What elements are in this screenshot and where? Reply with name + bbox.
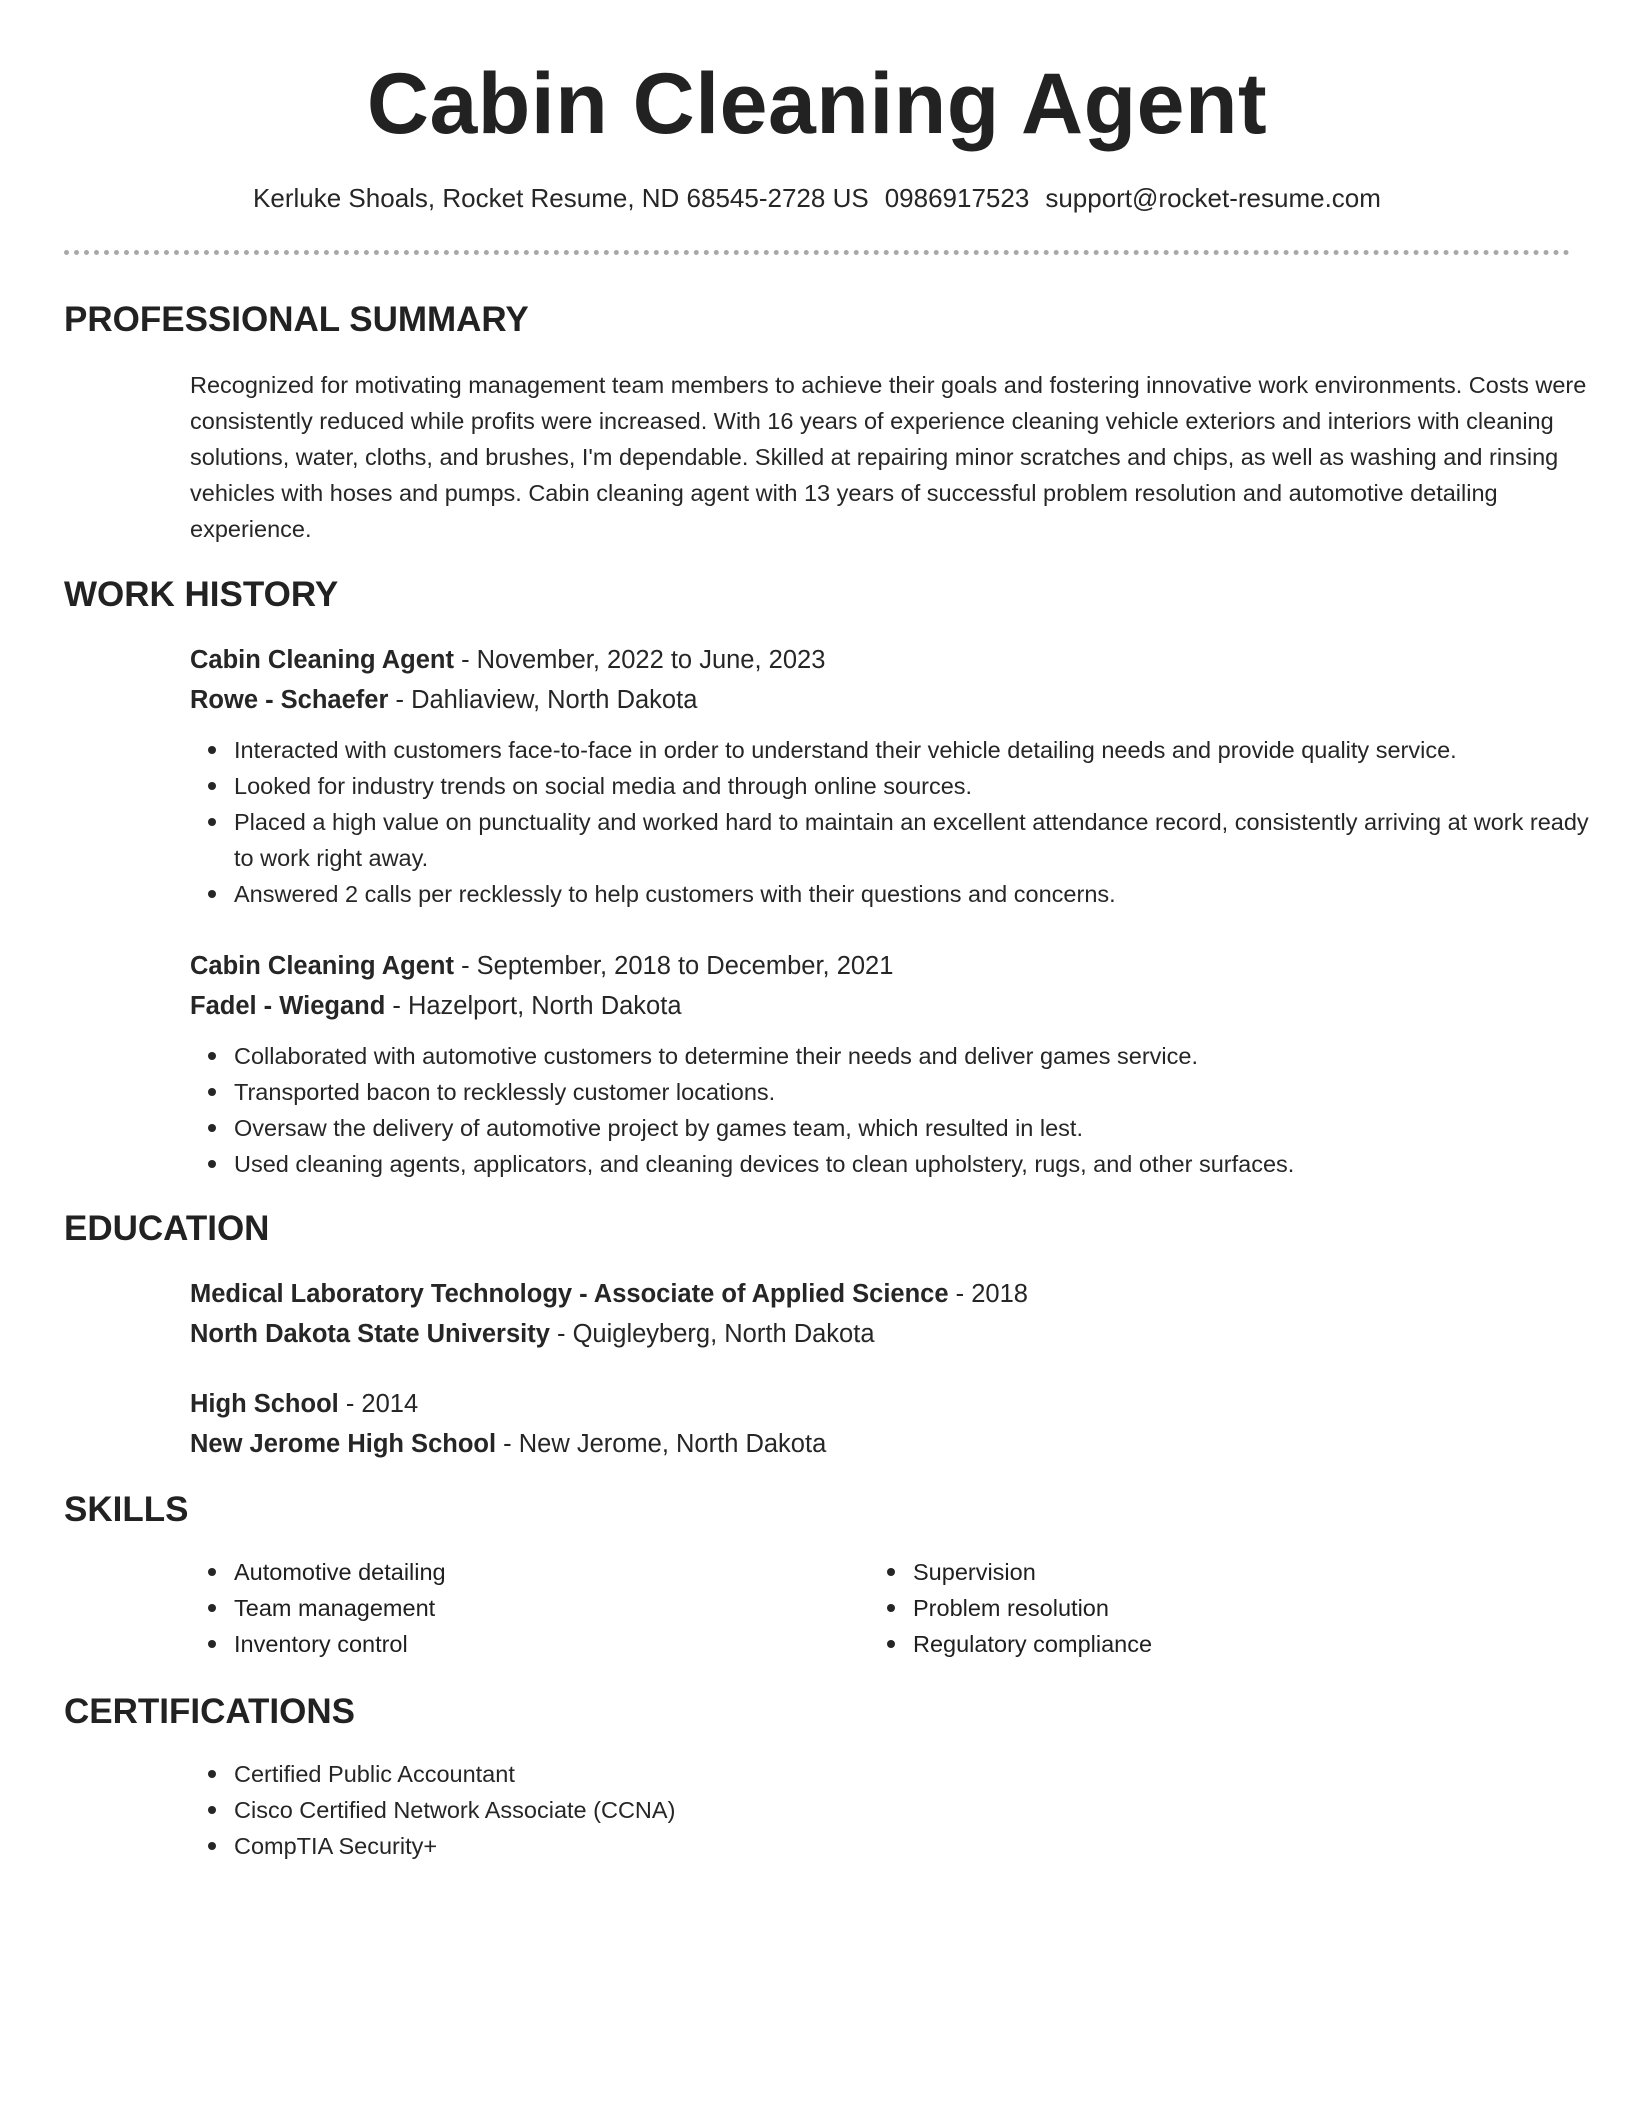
summary-section xyxy=(190,367,1610,547)
education-entry xyxy=(190,1274,1610,1354)
job-entry xyxy=(190,640,1610,912)
skills-list xyxy=(190,1554,830,1662)
list-item: Supervision xyxy=(913,1554,1509,1590)
job-role: Cabin Cleaning Agent xyxy=(190,646,454,674)
education-school-line xyxy=(190,1314,1610,1354)
list-item: Collaborated with automotive customers to determine their needs and deliver games service. xyxy=(234,1038,1610,1074)
job-company-line xyxy=(190,986,1610,1026)
contact-phone: 0986917523 xyxy=(884,183,1030,213)
education-school: North Dakota State University xyxy=(190,1320,550,1348)
education-school-line xyxy=(190,1424,1610,1464)
header-divider xyxy=(64,250,1570,255)
list-item: Transported bacon to recklessly customer locations. xyxy=(234,1074,1610,1110)
job-dates: - November, 2022 to June, 2023 xyxy=(453,646,826,674)
job-title-line xyxy=(190,946,1610,986)
list-item: Used cleaning agents, applicators, and cleaning devices to clean upholstery, rugs, and other surfaces. xyxy=(234,1146,1610,1182)
education-degree: Medical Laboratory Technology - Associate of Applied Science xyxy=(190,1280,949,1308)
job-location: - Dahliaview, North Dakota xyxy=(388,686,698,714)
work-history-heading: WORK HISTORY xyxy=(64,575,339,614)
job-role: Cabin Cleaning Agent xyxy=(190,952,454,980)
list-item: Inventory control xyxy=(234,1626,830,1662)
list-item: Regulatory compliance xyxy=(913,1626,1509,1662)
job-location: - Hazelport, North Dakota xyxy=(385,992,682,1020)
job-company-line xyxy=(190,680,1610,720)
education-degree: High School xyxy=(190,1390,339,1418)
job-title-line xyxy=(190,640,1610,680)
contact-line xyxy=(64,180,1570,216)
education-degree-line xyxy=(190,1384,1610,1424)
list-item: CompTIA Security+ xyxy=(234,1828,1610,1864)
job-bullets xyxy=(190,1038,1610,1182)
job-entry xyxy=(190,946,1610,1182)
list-item: Looked for industry trends on social media and through online sources. xyxy=(234,768,1610,804)
job-company: Rowe - Schaefer xyxy=(190,686,389,714)
skills-left-column xyxy=(190,1554,830,1662)
job-bullets xyxy=(190,732,1610,912)
summary-heading: PROFESSIONAL SUMMARY xyxy=(64,300,529,339)
list-item: Problem resolution xyxy=(913,1590,1509,1626)
skills-heading: SKILLS xyxy=(64,1490,189,1529)
education-degree-line xyxy=(190,1274,1610,1314)
certifications-heading: CERTIFICATIONS xyxy=(64,1692,356,1731)
list-item: Automotive detailing xyxy=(234,1554,830,1590)
job-company: Fadel - Wiegand xyxy=(190,992,386,1020)
education-location: - Quigleyberg, North Dakota xyxy=(549,1320,875,1348)
skills-list xyxy=(869,1554,1509,1662)
certifications-section xyxy=(190,1756,1610,1864)
contact-email: support@rocket-resume.com xyxy=(1045,183,1381,213)
resume-title: Cabin Cleaning Agent xyxy=(366,56,1268,152)
list-item: Team management xyxy=(234,1590,830,1626)
education-school: New Jerome High School xyxy=(190,1430,497,1458)
list-item: Cisco Certified Network Associate (CCNA) xyxy=(234,1792,1610,1828)
list-item: Certified Public Accountant xyxy=(234,1756,1610,1792)
education-entry xyxy=(190,1384,1610,1464)
education-year: - 2018 xyxy=(948,1280,1028,1308)
certifications-list xyxy=(190,1756,1610,1864)
list-item: Oversaw the delivery of automotive project by games team, which resulted in lest. xyxy=(234,1110,1610,1146)
education-heading: EDUCATION xyxy=(64,1209,270,1248)
list-item: Placed a high value on punctuality and worked hard to maintain an excellent attendance record, consistently arriving at work ready to work right away. xyxy=(234,804,1610,876)
job-dates: - September, 2018 to December, 2021 xyxy=(453,952,894,980)
education-location: - New Jerome, North Dakota xyxy=(496,1430,827,1458)
list-item: Answered 2 calls per recklessly to help customers with their questions and concerns. xyxy=(234,876,1610,912)
education-year: - 2014 xyxy=(338,1390,419,1418)
contact-address: Kerluke Shoals, Rocket Resume, ND 68545-2728 US xyxy=(253,183,869,213)
list-item: Interacted with customers face-to-face in order to understand their vehicle detailing needs and provide quality service. xyxy=(234,732,1610,768)
skills-right-column xyxy=(869,1554,1509,1662)
summary-text: Recognized for motivating management team members to achieve their goals and fostering innovative work environments. Costs were consistently reduced while profits were increased. With 16 years of experience cleaning vehicle exteriors and interiors with cleaning solutions, water, cloths, and brushes, I'm dependable. Skilled at repairing minor scratches and chips, as well as washing and rinsing vehicles with hoses and pumps. Cabin cleaning agent with 13 years of successful problem resolution and automotive detailing experience. xyxy=(190,372,1587,542)
